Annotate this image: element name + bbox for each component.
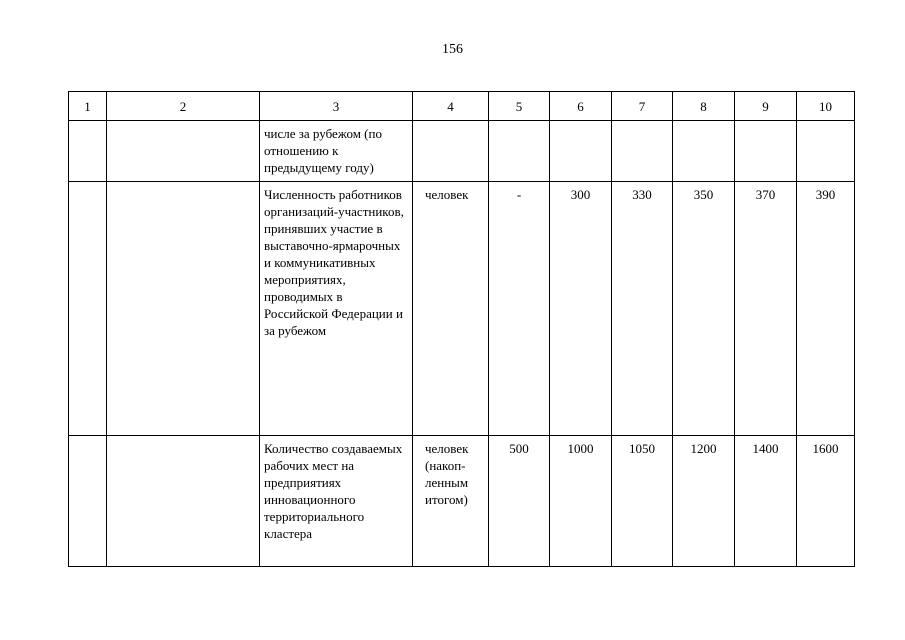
unit-cell <box>413 436 489 567</box>
unit-text <box>413 121 488 125</box>
value-text: 350 <box>693 187 714 202</box>
indicator-text: числе за рубежом (по отношению к предыдущему году) <box>264 126 382 175</box>
row-number-cell <box>69 121 107 182</box>
table-row <box>69 182 855 436</box>
value-text: 300 <box>570 187 591 202</box>
indicator-text: Количество создаваемых рабочих мест на предприятиях инновационного территориального кластера <box>264 441 403 541</box>
value-text: 1000 <box>567 441 594 456</box>
value-cell <box>735 121 797 182</box>
value-text: 1400 <box>752 441 779 456</box>
header-cell: 6 <box>550 92 612 121</box>
value-cell <box>612 436 673 567</box>
value-text <box>489 121 549 125</box>
value-text <box>735 121 796 125</box>
header-cell: 1 <box>69 92 107 121</box>
header-cell: 4 <box>413 92 489 121</box>
value-text: 330 <box>632 187 652 202</box>
table-row <box>69 121 855 182</box>
header-cell: 10 <box>797 92 855 121</box>
value-text: 370 <box>755 187 776 202</box>
table-row <box>69 436 855 567</box>
unit-cell <box>413 121 489 182</box>
value-cell <box>673 436 735 567</box>
value-cell <box>489 436 550 567</box>
value-text: - <box>516 187 522 202</box>
indicator-cell <box>260 182 413 436</box>
header-cell: 8 <box>673 92 735 121</box>
indicators-table <box>68 91 855 567</box>
value-text <box>612 121 672 125</box>
value-cell <box>550 121 612 182</box>
value-cell <box>735 436 797 567</box>
value-cell <box>612 121 673 182</box>
value-text: 390 <box>815 187 836 202</box>
value-cell <box>550 182 612 436</box>
table-header-row <box>69 92 855 121</box>
cell-text <box>107 121 259 125</box>
program-cell <box>107 436 260 567</box>
value-text: 500 <box>509 441 529 456</box>
header-cell: 9 <box>735 92 797 121</box>
value-text <box>673 121 734 125</box>
value-cell <box>612 182 673 436</box>
indicator-cell <box>260 121 413 182</box>
indicator-cell <box>260 436 413 567</box>
value-cell <box>735 182 797 436</box>
value-cell <box>673 182 735 436</box>
value-cell <box>797 436 855 567</box>
cell-text <box>69 436 106 440</box>
unit-text: человек <box>425 187 469 202</box>
value-cell <box>489 121 550 182</box>
cell-text <box>69 182 106 186</box>
row-number-cell <box>69 436 107 567</box>
header-cell: 7 <box>612 92 673 121</box>
cell-text <box>107 182 259 186</box>
unit-text: человек (накоп-ленным итогом) <box>425 441 469 507</box>
value-cell <box>489 182 550 436</box>
value-cell <box>673 121 735 182</box>
page-number: 156 <box>442 42 463 57</box>
cell-text <box>69 121 106 125</box>
value-text: 1600 <box>812 441 839 456</box>
value-text <box>797 121 854 125</box>
cell-text <box>107 436 259 440</box>
row-number-cell <box>69 182 107 436</box>
header-cell: 3 <box>260 92 413 121</box>
indicator-text: Численность работников организаций-участников, принявших участие в выставочно-ярмарочных и коммуникативных мероприятиях, проводимых в Российской Федерации и за рубежом <box>264 187 404 338</box>
value-text <box>550 121 611 125</box>
program-cell <box>107 121 260 182</box>
value-cell <box>550 436 612 567</box>
header-cell: 5 <box>489 92 550 121</box>
value-text: 1050 <box>629 441 655 456</box>
value-text: 1200 <box>690 441 717 456</box>
program-cell <box>107 182 260 436</box>
unit-cell <box>413 182 489 436</box>
value-cell <box>797 121 855 182</box>
value-cell <box>797 182 855 436</box>
header-cell: 2 <box>107 92 260 121</box>
